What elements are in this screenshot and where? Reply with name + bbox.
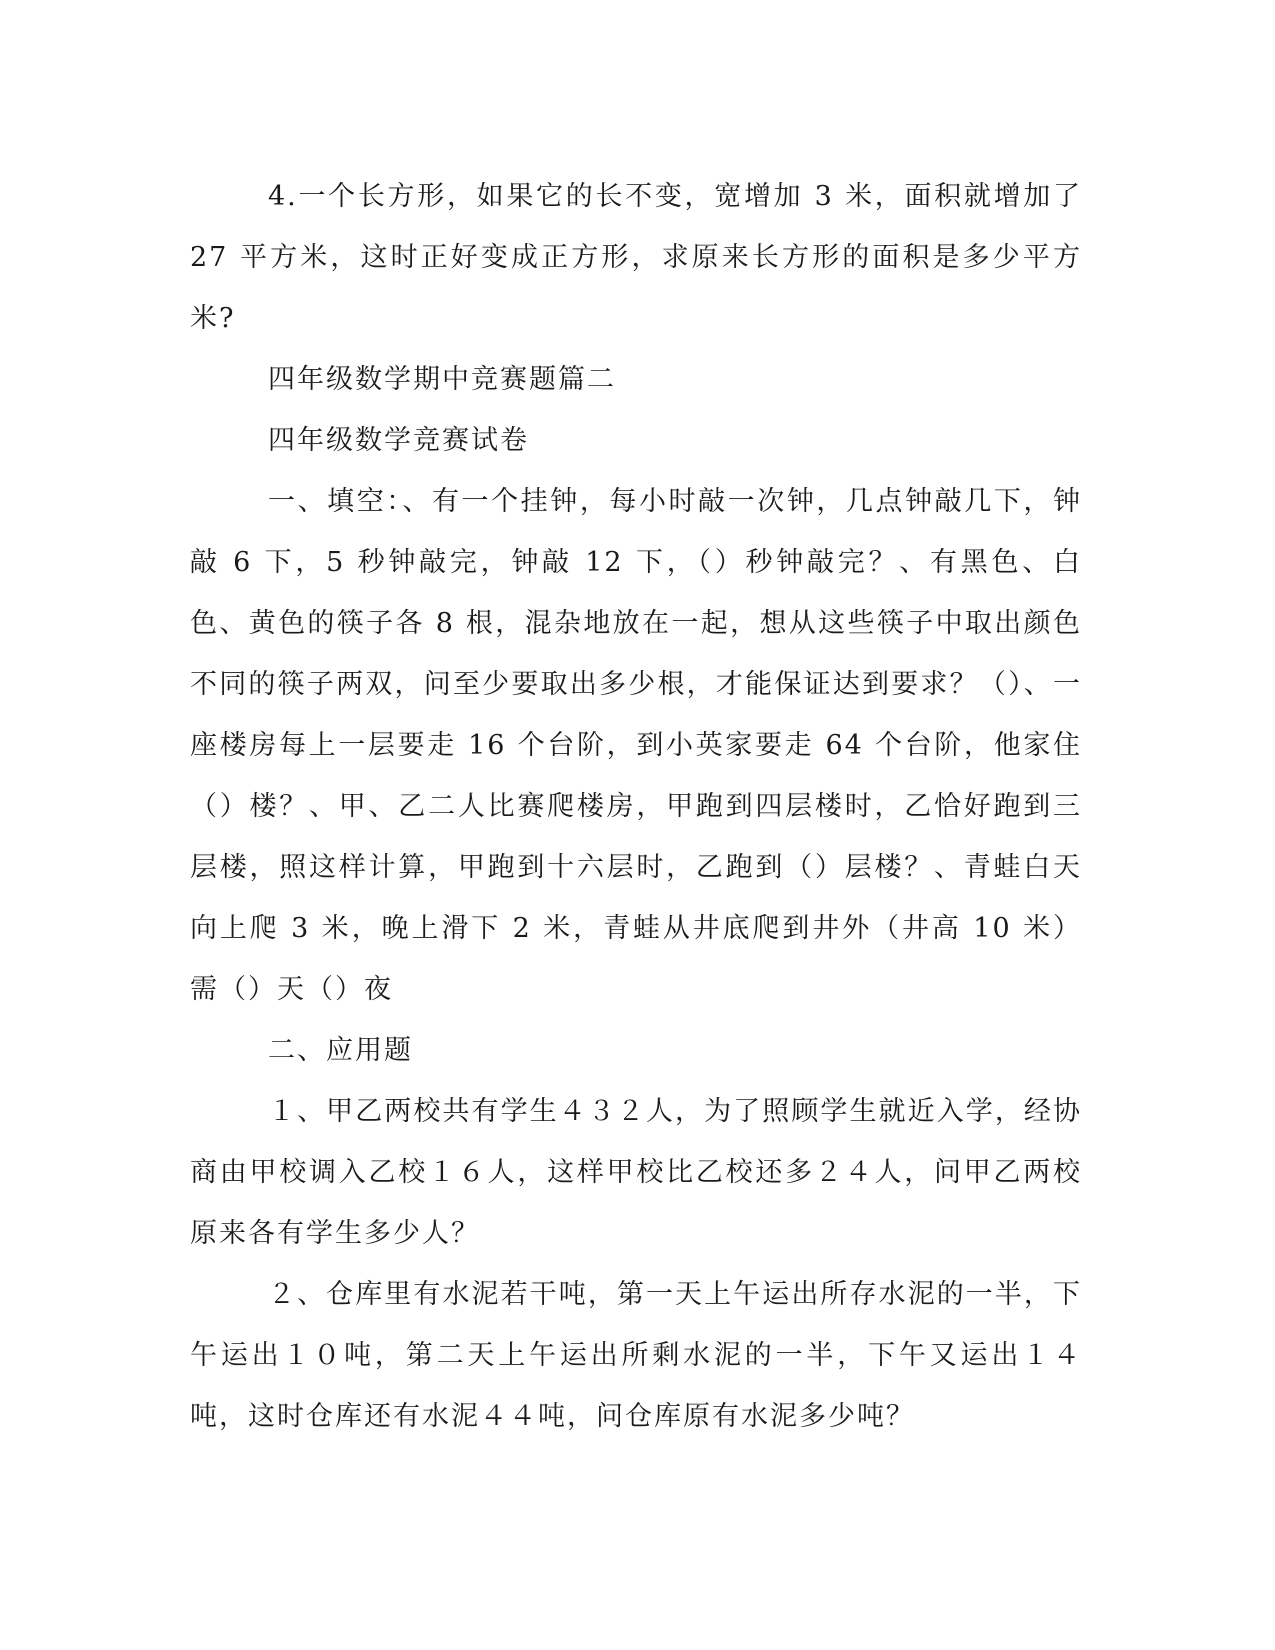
problem-4-paragraph: 4.一个长方形，如果它的长不变，宽增加 3 米，面积就增加了 27 平方米，这时正好变成正方形，求原来长方形的面积是多少平方米? [190,181,1082,334]
exam-title: 四年级数学竞赛试卷 [268,425,529,456]
fill-in-blank-section: 一、填空：、有一个挂钟，每小时敲一次钟，几点钟敲几下，钟敲 6 下，5 秒钟敲完，钟敲 12 下，（）秒钟敲完？、有黑色、白色、黄色的筷子各 8 根，混杂地放在一起，想从这些筷子中取出颜色不同的筷子两双，问至少要取出多少根，才能保证达到要求？（）、一座楼房每上一层要走 16 个台阶，到小英家要走 64 个台阶，他家住（）楼？、甲、乙二人比赛爬楼房，甲跑到四层楼时，乙恰好跑到三层楼，照这样计算，甲跑到十六层时，乙跑到（）层楼？、青蛙白天向上爬 3 米，晚上滑下 2 米，青蛙从井底爬到井外（井高 10 米）需（）天（）夜 [190,486,1082,1005]
applied-problems-heading: 二、应用题 [268,1035,413,1066]
document-body [190,166,1082,1447]
section-title-part-two: 四年级数学期中竞赛题篇二 [268,364,616,395]
applied-problem-1: １、甲乙两校共有学生４３２人，为了照顾学生就近入学，经协商由甲校调入乙校１６人，这样甲校比乙校还多２４人，问甲乙两校原来各有学生多少人？ [190,1096,1082,1249]
applied-problem-2: ２、仓库里有水泥若干吨，第一天上午运出所存水泥的一半，下午运出１０吨，第二天上午运出所剩水泥的一半，下午又运出１４吨，这时仓库还有水泥４４吨，问仓库原有水泥多少吨？ [190,1279,1082,1432]
